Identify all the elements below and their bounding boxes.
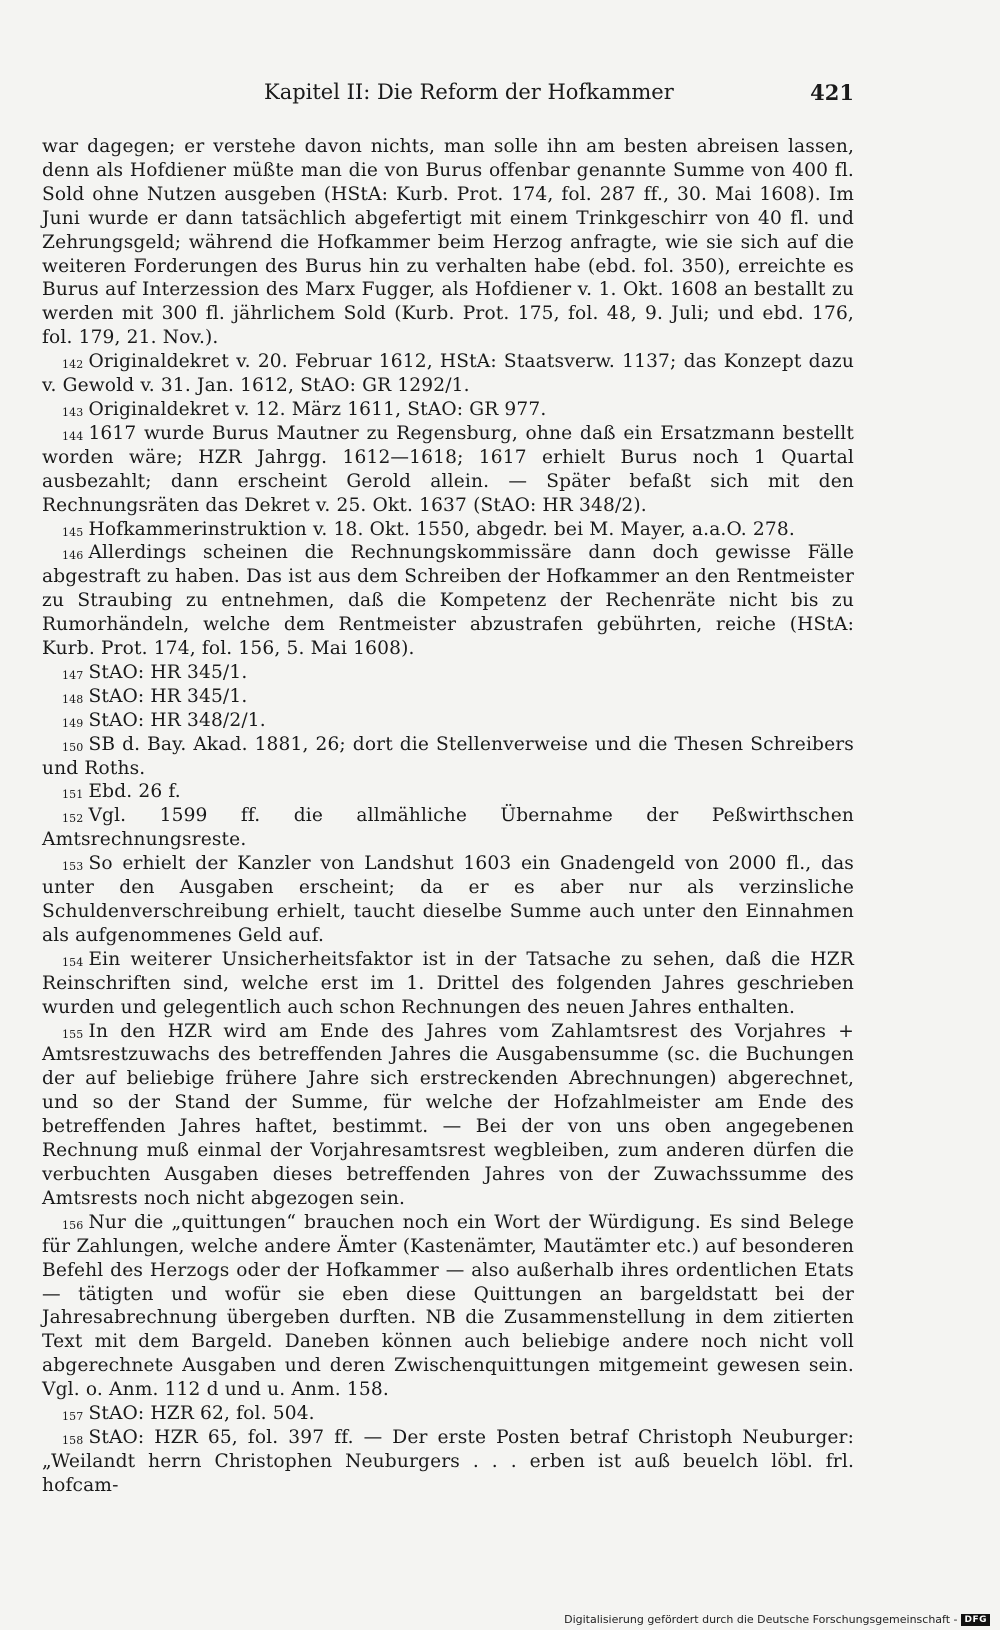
footnote-number: 156 (62, 1218, 84, 1232)
footnote-text: Originaldekret v. 12. März 1611, StAO: GR 977. (88, 398, 547, 420)
chapter-title: Kapitel II: Die Reform der Hofkammer (264, 80, 674, 104)
footnote (42, 1426, 854, 1498)
footnote-number: 147 (62, 668, 84, 682)
footnote-number: 154 (62, 955, 84, 969)
footnote-number: 142 (62, 358, 84, 372)
footnote-number: 144 (62, 429, 84, 443)
footnote-text: 1617 wurde Burus Mautner zu Regensburg, ohne daß ein Ersatzmann bestellt worden wäre; HZR Jahrgg. 1612—1618; 1617 erhielt Burus noch 1 Quartal ausbezahlt; dann erscheint Gerold allein. — Später befaßt sich mit den Rechnungsräten das Dekret v. 25. Okt. 1637 (StAO: HR 348/2). (42, 422, 854, 516)
footnote (42, 350, 854, 398)
footnote-text: In den HZR wird am Ende des Jahres vom Zahlamtsrest des Vorjahres + Amtsrestzuwachs des betreffenden Jahres die Ausgabensumme (sc. die Buchungen der auf beliebige frühere Jahre sich erstreckenden Abrechnungen) abgerechnet, und so der Stand der Summe, für welche der Hofzahlmeister am Ende des betreffenden Jahres haftet, bestimmt. — Bei der von uns oben angegebenen Rechnung muß einmal der Vorjahresamtsrest wegbleiben, zum anderen dürfen die verbuchten Ausgaben dieses betreffenden Jahres von der Zuwachssumme des Amtsrests noch nicht abgezogen sein. (42, 1020, 854, 1209)
footnote (42, 685, 854, 709)
footnote-number: 146 (62, 549, 84, 563)
footnote-text: Hofkammerinstruktion v. 18. Okt. 1550, abgedr. bei M. Mayer, a.a.O. 278. (88, 518, 795, 540)
footnote-text: Originaldekret v. 20. Februar 1612, HStA: Staatsverw. 1137; das Konzept dazu v. Gewold v. 31. Jan. 1612, StAO: GR 1292/1. (42, 351, 854, 397)
footnote-number: 152 (62, 812, 84, 826)
footnote-text: StAO: HZR 62, fol. 504. (88, 1403, 315, 1425)
footnote (42, 541, 854, 661)
footnote-number: 157 (62, 1410, 84, 1424)
footnote (42, 518, 854, 542)
footnote-text: Ebd. 26 f. (88, 781, 181, 803)
footnote (42, 1211, 854, 1402)
footnote (42, 709, 854, 733)
footnote-text: StAO: HR 348/2/1. (88, 709, 266, 731)
footnote-number: 145 (62, 525, 84, 539)
footnote-number: 151 (62, 788, 84, 802)
footnote-number: 150 (62, 740, 84, 754)
footnote-text: Nur die „quittungen“ brauchen noch ein Wort der Würdigung. Es sind Belege für Zahlungen, welche andere Ämter (Kastenämter, Mautämter etc.) auf besonderen Befehl des Herzogs oder der Hofkammer — also außerhalb ihres ordentlichen Etats — tätigten und wofür sie eben diese Quittungen an bargeldstatt bei der Jahresabrechnung übergeben durften. NB die Zusammenstellung in dem zitierten Text mit dem Bargeld. Daneben können auch beliebige andere noch nicht voll abgerechnete Ausgaben und deren Zwischenquittungen mitgemeint gewesen sein. Vgl. o. Anm. 112 d und u. Anm. 158. (42, 1211, 854, 1401)
footnote (42, 398, 854, 422)
dfg-logo: DFG (961, 1614, 990, 1626)
footnote (42, 1402, 854, 1426)
footnote-number: 153 (62, 860, 84, 874)
footnote-number: 158 (62, 1433, 84, 1447)
footnote (42, 804, 854, 852)
footnote-number: 155 (62, 1027, 84, 1041)
footnote (42, 422, 854, 518)
footnote-text: Ein weiterer Unsicherheitsfaktor ist in der Tatsache zu sehen, daß die HZR Reinschriften sind, welche erst im 1. Drittel des folgenden Jahres geschrieben wurden und gelegentlich auch schon Rechnungen des neuen Jahres enthalten. (42, 948, 854, 1018)
footnote (42, 852, 854, 948)
page-number: 421 (810, 80, 854, 105)
footnote-number: 148 (62, 692, 84, 706)
footnote (42, 661, 854, 685)
footnote-text: StAO: HR 345/1. (88, 685, 248, 707)
running-header (42, 80, 854, 116)
footnote-text: Allerdings scheinen die Rechnungskommissäre dann doch gewisse Fälle abgestraft zu haben. Das ist aus dem Schreiben der Hofkammer an den Rentmeister zu Straubing zu entnehmen, daß die Kompetenz der Rechenräte nicht bis zu Rumorhändeln, welche dem Rentmeister abzustrafen gebührten, reiche (HStA: Kurb. Prot. 174, fol. 156, 5. Mai 1608). (42, 542, 854, 660)
footnote (42, 780, 854, 804)
footnotes-body (42, 135, 854, 1498)
footnote (42, 1020, 854, 1211)
footnote-number: 143 (62, 405, 84, 419)
footnote-text: StAO: HZR 65, fol. 397 ff. — Der erste Posten betraf Christoph Neuburger: „Weilandt herrn Christophen Neuburgers . . . erben ist auß beuelch löbl. frl. hofcam- (42, 1426, 854, 1496)
footnote-number: 149 (62, 716, 84, 730)
footnote-text: StAO: HR 345/1. (88, 661, 248, 683)
footnote-text: SB d. Bay. Akad. 1881, 26; dort die Stellenverweise und die Thesen Schreibers und Roths. (42, 733, 854, 779)
footnote-list (42, 350, 854, 1498)
continuation-paragraph: war dagegen; er verstehe davon nichts, man solle ihn am besten abreisen lassen, denn als Hofdiener müßte man die von Burus offenbar genannte Summe von 400 fl. Sold ohne Nutzen ausgeben (HStA: Kurb. Prot. 174, fol. 287 ff., 30. Mai 1608). Im Juni wurde er dann tatsächlich abgefertigt mit einem Trinkgeschirr von 40 fl. und Zehrungsgeld; während die Hofkammer beim Herzog anfragte, wie sie sich auf die weiteren Forderungen des Burus hin zu verhalten habe (ebd. fol. 350), erreichte es Burus auf Interzession des Marx Fugger, als Hofdiener v. 1. Okt. 1608 an bestallt zu werden mit 300 fl. jährlichem Sold (Kurb. Prot. 175, fol. 48, 9. Juli; und ebd. 176, fol. 179, 21. Nov.). (42, 136, 854, 349)
credit-text: Digitalisierung gefördert durch die Deutsche Forschungsgemeinschaft - (564, 1613, 958, 1626)
footnote-text: Vgl. 1599 ff. die allmähliche Übernahme der Peßwirthschen Amtsrechnungsreste. (42, 805, 854, 851)
footnote (42, 733, 854, 781)
footnote-text: So erhielt der Kanzler von Landshut 1603 ein Gnadengeld von 2000 fl., das unter den Ausgaben erscheint; da er es aber nur als verzinsliche Schuldenverschreibung erhielt, taucht dieselbe Summe auch unter den Einnahmen als aufgenommenes Geld auf. (42, 853, 854, 946)
digitization-credit (564, 1613, 990, 1626)
footnote (42, 948, 854, 1020)
